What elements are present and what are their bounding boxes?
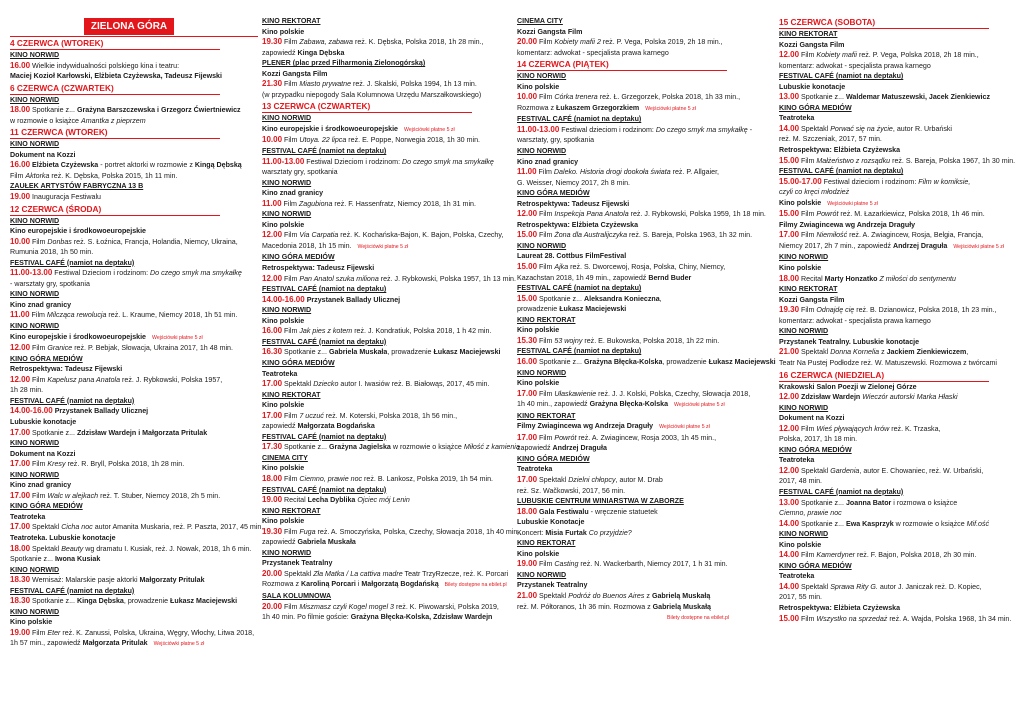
event-line: 17.00 Film Powrót reż. A. Zwiagincew, Rosja 2003, 1h 45 min., [517, 432, 717, 442]
section-name: Teatroteka [517, 465, 553, 474]
venue-name: KINO NORWID [10, 51, 60, 59]
venue-name: CINEMA CITY [517, 17, 563, 25]
event-line: reż. M. Szczeniak, 2017, 57 min. [779, 135, 882, 144]
venue-name: KINO NORWID [779, 530, 829, 539]
day-heading: 6 CZERWCA (CZWARTEK) [10, 82, 220, 95]
venue-name: KINO NORWID [517, 570, 567, 579]
venue-name: FESTIVAL CAFÉ (namiot na deptaku) [262, 285, 387, 294]
event-line: 13.00 Spotkanie z... Joanna Bator i rozmowa o książce [779, 497, 958, 507]
program-column-3 [517, 16, 776, 722]
event-line: 2017, 48 min. [779, 477, 822, 486]
section-name: Filmy Zwiagincewa wg Andrzeja Draguły [779, 220, 916, 229]
section-name: Kozzi Gangsta Film [517, 27, 583, 36]
section-name: Kino europejskie i środkowoeuropejskie [10, 227, 147, 236]
event-line: 19.30 Film Fuga reż. A. Smoczyńska, Polska, Czechy, Słowacja 2018, 1h 40 min., [262, 526, 522, 536]
venue-name: KINO NORWID [517, 241, 567, 250]
section-name: Kino polskie [262, 220, 305, 229]
event-line: 19.00 Film Casting reż. N. Wackerbarth, Niemcy 2017, 1 h 31 min. [517, 559, 728, 569]
day-heading: 16 CZERWCA (NIEDZIELA) [779, 369, 989, 382]
venue-name: FESTIVAL CAFÉ (namiot na deptaku) [10, 258, 135, 267]
event-line: 20.00 Spektakl Zła Matka / La cattiva madre Teatr TrzyRzecze, reż. K. Porcari [262, 568, 509, 578]
section-name: Kino znad granicy [517, 157, 579, 166]
spacer [10, 16, 258, 37]
section-name: Przystanek Teatralny. Lubuskie konotacje [779, 337, 920, 346]
event-line: 18.00 Film Ciemno, prawie noc reż. B. Lankosz, Polska 2019, 1h 54 min. [262, 473, 493, 483]
event-line: zapowiedź Andrzej Draguła [517, 444, 607, 453]
section-name: Kino polskie [517, 326, 560, 335]
day-row [10, 126, 258, 139]
section-name: Kino polskie [779, 540, 822, 549]
day-heading: 4 CZERWCA (WTOREK) [10, 37, 220, 50]
event-line: 11.00-13.00 Festiwal dzieciom i rodzinom: Do czego smyk ma smykałkę - [517, 124, 753, 134]
event-line: warsztaty gry, spotkania [262, 168, 338, 177]
venue-name: KINO NORWID [10, 216, 60, 225]
event-line: Polska, 2017, 1h 18 min. [779, 435, 858, 444]
event-line: Rumunia 2018, 1h 50 min. [10, 248, 94, 257]
event-line: 11.00 Film Zagubiona reż. F. Hassenfratz, Niemcy 2018, 1h 31 min. [262, 198, 476, 208]
venue-name: KINO GÓRA MEDIÓW [517, 454, 590, 463]
section-name: Teatroteka [779, 456, 815, 465]
event-line: 18.00 Recital Marty Honzatko Z miłości do sentymentu [779, 273, 956, 283]
event-line: 11.00-13.00 Festiwal Dzieciom i rodzinom: Do czego smyk ma smykałkę [10, 268, 242, 278]
event-line: Bilety dostępne na ebilet.pl [667, 615, 730, 622]
event-line: 15.00 Film Ajka reż. S. Dworcewoj, Rosja, Polska, Chiny, Niemcy, [517, 262, 726, 272]
venue-name: KINO GÓRA MEDIÓW [10, 354, 83, 363]
day-heading: 15 CZERWCA (SOBOTA) [779, 16, 989, 29]
event-line: Macedonia 2018, 1h 15 min. Wejściówki płatne 5 zł [262, 241, 409, 250]
event-line: Kino polskie Wejściówki płatne 5 zł [779, 198, 878, 207]
venue-name: FESTIVAL CAFÉ (namiot na deptaku) [517, 115, 642, 124]
venue-name: FESTIVAL CAFÉ (namiot na deptaku) [262, 147, 387, 156]
section-name: Kino polskie [517, 379, 560, 388]
event-line: (w przypadku niepogody Sala Kolumnowa Urzędu Marszałkowskiego) [262, 90, 482, 99]
event-line: 17.00 Spektakl Cicha noc autor Amanita Muskaria, reż. P. Paszta, 2017, 45 min. [10, 522, 264, 532]
venue-name: FESTIVAL CAFÉ (namiot na deptaku) [10, 586, 135, 595]
event-line: 14.00 Spektakl Porwać się na życie, autor R. Urbański [779, 123, 953, 133]
venue-name: KINO REKTORAT [779, 30, 838, 38]
venue-name: KINO REKTORAT [262, 506, 321, 515]
event-line: 18.00 Gala Festiwalu - wręczenie statuetek [517, 506, 658, 516]
venue-name: ZAUŁEK ARTYSTÓW FABRYCZNA 13 B [10, 182, 144, 191]
venue-name: KINO NORWID [262, 306, 312, 315]
venue-name: FESTIVAL CAFÉ (namiot na deptaku) [262, 337, 387, 346]
section-name: Retrospektywa: Elżbieta Czyżewska [779, 603, 901, 612]
section-name: Retrospektywa: Tadeusz Fijewski [10, 365, 123, 374]
section-name: Dokument na Kozzi [10, 449, 76, 458]
section-name: Przystanek Teatralny [262, 559, 333, 568]
day-heading: 13 CZERWCA (CZWARTEK) [262, 100, 472, 113]
section-name: Teatroteka [779, 572, 815, 581]
day-row [779, 16, 1027, 29]
venue-name: KINO NORWID [517, 72, 567, 81]
event-line: 17.00 Film Niemiłość reż. A. Zwiagincew, Rosja, Belgia, Francja, [779, 230, 984, 240]
section-name: Kino polskie [779, 264, 822, 273]
day-row [10, 203, 258, 216]
venue-name: KINO NORWID [10, 140, 60, 149]
venue-name: KINO REKTORAT [779, 285, 838, 294]
event-line: zapowiedź Kinga Dębska [262, 48, 345, 57]
event-line: 11.00 Film Daleko. Historia drogi dookoła świata reż. P. Allgaier, [517, 167, 720, 177]
venue-name: KINO GÓRA MEDIÓW [10, 502, 83, 511]
venue-name: KINO NORWID [262, 548, 312, 557]
event-line: Ciemno, prawie noc [779, 509, 842, 518]
section-name: Retrospektywa: Elżbieta Czyżewska [779, 146, 901, 155]
venue-name: KINO NORWID [10, 290, 60, 299]
venue-name: KINO GÓRA MEDIÓW [517, 189, 590, 198]
venue-name: PLENER (plac przed Filharmonią Zielonogórską) [262, 59, 426, 68]
event-line: 1h 40 min., zapowiedź Grażyna Błęcka-Kolska Wejściówki płatne 5 zł [517, 400, 725, 409]
event-line: Film Aktorka reż. K. Dębska, Polska 2015, 1h 11 min. [10, 171, 178, 180]
day-heading: 12 CZERWCA (ŚRODA) [10, 203, 220, 216]
city-banner: ZIELONA GÓRA [84, 18, 174, 35]
event-line: 17.00 Film 7 uczuć reż. M. Koterski, Polska 2018, 1h 56 min., [262, 410, 458, 420]
event-line: komentarz: adwokat - specjalista prawa karnego [517, 48, 669, 57]
event-line: 11.00-13.00 Festiwal Dzieciom i rodzinom: Do czego smyk ma smykałkę [262, 156, 494, 166]
venue-name: KINO NORWID [10, 607, 60, 616]
venue-name: KINO NORWID [262, 178, 312, 187]
event-line: 12.00 Film Wieś pływających krów reż. K. Trzaska, [779, 423, 941, 433]
event-line: Kino europejskie i środkowoeuropejskie Wejściówki płatne 5 zł [262, 124, 455, 133]
event-line: 10.00 Film Donbas reż. S. Łoźnica, Francja, Holandia, Niemcy, Ukraina, [10, 236, 238, 246]
venue-name: FESTIVAL CAFÉ (namiot na deptaku) [10, 396, 135, 405]
section-name: Kozzi Gangsta Film [779, 40, 845, 49]
event-line: 15.00 Spotkanie z... Aleksandra Konieczna, [517, 293, 662, 303]
section-name: Lubuskie konotacje [10, 417, 77, 426]
venue-name: KINO NORWID [779, 403, 829, 412]
event-line: 15.00 Film Małżeństwo z rozsądku reż. S. Bareja, Polska 1967, 1h 30 min. [779, 155, 1016, 165]
event-line: warsztaty, gry, spotkania [517, 136, 595, 145]
venue-name: KINO GÓRA MEDIÓW [779, 561, 852, 570]
event-line: 12.00 Spektakl Gardenia, autor E. Chowaniec, reż. W. Urbański, [779, 465, 984, 475]
program-column-1 [10, 16, 264, 722]
event-line: 21.00 Spektakl Podróż do Buenos Aires z Gabrielą Muskałą [517, 590, 711, 600]
day-row [10, 82, 258, 95]
venue-name: KINO REKTORAT [517, 539, 576, 548]
event-line: Filmy Zwiagincewa wg Andrzeja Draguły Wejściówki płatne 5 zł [517, 422, 710, 431]
venue-name: FESTIVAL CAFÉ (namiot na deptaku) [262, 432, 387, 441]
venue-name: FESTIVAL CAFÉ (namiot na deptaku) [262, 485, 387, 494]
day-row [517, 58, 765, 71]
event-line: Koncert: Misia Furtak Co przyjdzie? [517, 528, 632, 537]
event-line: 1h 28 min. [10, 386, 44, 395]
program-column-4 [779, 16, 1027, 722]
venue-name: FESTIVAL CAFÉ (namiot na deptaku) [779, 167, 904, 176]
section-name: Kino polskie [517, 549, 560, 558]
event-line: 12.00 Film Pan Anatol szuka miliona reż. J. Rybkowski, Polska 1957, 1h 13 min. [262, 273, 516, 283]
venue-name: LUBUSKIE CENTRUM WINIARSTWA W ZABORZE [517, 497, 684, 506]
event-line: 12.00 Film Kobiety mafii reż. P. Vega, Polska 2018, 2h 18 min., [779, 50, 979, 60]
event-line: 15.00 Film Wszystko na sprzedaż reż. A. Wajda, Polska 1968, 1h 34 min. [779, 613, 1012, 623]
event-line: 10.00 Film Córka trenera reż. Ł. Grzegorzek, Polska 2018, 1h 33 min., [517, 92, 741, 102]
event-line: komentarz: adwokat - specjalista prawa karnego [779, 61, 931, 70]
section-name: Teatroteka [779, 114, 815, 123]
event-line: 13.00 Spotkanie z... Waldemar Matuszewski, Jacek Zienkiewicz [779, 92, 991, 102]
venue-name: KINO NORWID [779, 253, 829, 262]
event-line: 14.00 Film Kamerdyner reż. F. Bajon, Polska 2018, 2h 30 min. [779, 550, 977, 560]
venue-name: KINO NORWID [10, 95, 60, 104]
event-line: 16.00 Film Jak pies z kotem reż. J. Kondratiuk, Polska 2018, 1 h 42 min. [262, 326, 492, 336]
section-name: Teatroteka. Lubuskie konotacje [10, 533, 116, 542]
venue-name: KINO NORWID [517, 368, 567, 377]
event-line: 17.00 Spektakl Dziecko autor I. Iwasiów reż. B. Białowąs, 2017, 45 min. [262, 379, 490, 389]
section-name: Kozzi Gangsta Film [262, 69, 328, 78]
event-line: 15.30 Film 53 wojny reż. E. Bukowska, Polska 2018, 1h 22 min. [517, 335, 720, 345]
event-line: 19.30 Film Odnajdę cię reż. B. Dzianowicz, Polska 2018, 1h 23 min., [779, 305, 997, 315]
event-line: Rozmowa z Łukaszem Grzegorzkiem Wejściówki płatne 5 zł [517, 103, 696, 112]
event-line: Teatr Na Pustej Podłodze reż. W. Matuszewski. Rozmowa z twórcami [779, 358, 998, 367]
venue-name: FESTIVAL CAFÉ (namiot na deptaku) [779, 487, 904, 496]
venue-name: KINO REKTORAT [262, 390, 321, 399]
event-line: 15.00 Film Powrót reż. M. Łazarkiewicz, Polska 2018, 1h 46 min. [779, 209, 985, 219]
event-line: 11.00 Film Milcząca rewolucja reż. L. Kraume, Niemcy 2018, 1h 51 min. [10, 310, 238, 320]
section-name: Lubuskie Konotacje [517, 518, 585, 527]
section-name: Retrospektywa: Tadeusz Fijewski [262, 264, 375, 273]
venue-name: KINO NORWID [262, 114, 312, 123]
day-row [10, 37, 258, 50]
event-line: 18.30 Wernisaż: Malarskie pasje aktorki Małgorzaty Pritulak [10, 575, 205, 585]
day-row [779, 369, 1027, 382]
event-line: 16.00 Wielkie indywidualności polskiego kina i teatru: [10, 60, 180, 70]
section-name: Kino polskie [262, 401, 305, 410]
event-line: Maciej Kozioł Karłowski, Elżbieta Czyżewska, Tadeusz Fijewski [10, 72, 222, 81]
section-name: Kozzi Gangsta Film [779, 295, 845, 304]
event-line: 21.30 Film Miasto prywatne reż. J. Skalski, Polska 1994, 1h 13 min. [262, 79, 477, 89]
venue-name: KINO GÓRA MEDIÓW [779, 103, 852, 112]
section-name: Kino polskie [517, 82, 560, 91]
event-line: 16.00 Elżbieta Czyżewska - portret aktorki w rozmowie z Kingą Dębską [10, 160, 242, 170]
event-line: 17.30 Spotkanie z... Grażyna Jagielska w rozmowie o książce Miłość z kamienia [262, 442, 520, 452]
section-name: Kino znad granicy [10, 481, 72, 490]
venue-name: FESTIVAL CAFÉ (namiot na deptaku) [517, 347, 642, 356]
day-heading: 11 CZERWCA (WTOREK) [10, 126, 220, 139]
event-line: 15.00-17.00 Festiwal dzieciom i rodzinom: Film w komiksie, [779, 176, 971, 186]
section-name: Laureat 28. Cottbus FilmFestival [517, 252, 627, 261]
event-line: 14.00 Spotkanie z... Ewa Kasprzyk w rozmowie o książce Mif.ość [779, 518, 990, 528]
event-line: 17.00 Film Ułaskawienie reż. J. J. Kolski, Polska, Czechy, Słowacja 2018, [517, 388, 751, 398]
venue-name: KINO NORWID [10, 439, 60, 448]
section-name: Retrospektywa: Elżbieta Czyżewska [517, 220, 639, 229]
program-column-2 [262, 16, 522, 722]
section-name: Teatroteka [262, 369, 298, 378]
event-line: 15.00 Film Żona dla Australijczyka reż. S. Bareja, Polska 1963, 1h 32 min. [517, 230, 753, 240]
section-name: Krakowski Salon Poezji w Zielonej Górze [779, 382, 917, 391]
event-line: 19.00 Recital Lecha Dyblika Ojciec mój Lenin [262, 495, 410, 505]
event-line: 1h 57 min., zapowiedź Małgorzata Pritulak Wejściówki płatne 5 zł [10, 639, 205, 648]
section-name: Retrospektywa: Tadeusz Fijewski [517, 199, 630, 208]
venue-name: KINO NORWID [262, 210, 312, 219]
event-line: 14.00 Spektakl Sprawa Rity G. autor J. Janiczak reż. D. Kopiec, [779, 581, 982, 591]
venue-name: FESTIVAL CAFÉ (namiot na deptaku) [779, 72, 904, 81]
event-line: 20.00 Film Miszmasz czyli Kogel mogel 3 reż. K. Piwowarski, Polska 2019, [262, 601, 499, 611]
event-line: w rozmowie o książce Amantka z pieprzem [10, 116, 146, 125]
venue-name: KINO NORWID [10, 470, 60, 479]
event-line: Kazachstan 2018, 1h 49 min., zapowiedź Bernd Buder [517, 273, 692, 282]
event-line: Niemcy 2017, 2h 7 min., zapowiedź Andrzej Draguła Wejściówki płatne 5 zł [779, 241, 1005, 250]
event-line: czyli co kręci młodzież [779, 188, 850, 197]
event-line: 12.00 Film Via Carpatia reż. K. Kochańska-Bajon, K. Bajon, Polska, Czechy, [262, 230, 504, 240]
event-line: 12.00 Zdzisław Wardejn Wieczór autorski Marka Hłaski [779, 392, 958, 402]
event-line: 16.30 Spotkanie z... Gabriela Muskała, prowadzenie Łukasz Maciejewski [262, 347, 501, 357]
event-line: 12.00 Film Granice reż. P. Bebjak, Słowacja, Ukraina 2017, 1h 48 min. [10, 343, 233, 353]
day-heading: 14 CZERWCA (PIĄTEK) [517, 58, 727, 71]
event-line: Rozmowa z Karoliną Porcari i Małgorzatą Bogdańską Bilety dostępne na ebilet.pl [262, 580, 507, 589]
event-line: 14.00-16.00 Przystanek Ballady Ulicznej [262, 294, 401, 304]
event-line: 12.00 Film Inspekcja Pana Anatola reż. J. Rybkowski, Polska 1959, 1h 18 min. [517, 209, 766, 219]
section-name: Kino polskie [262, 517, 305, 526]
venue-name: KINO NORWID [517, 147, 567, 156]
venue-name: KINO REKTORAT [517, 315, 576, 324]
event-line: 17.00 Film Kresy reż. R. Bryll, Polska 2018, 1h 28 min. [10, 459, 185, 469]
event-line: 18.30 Spotkanie z... Kinga Dębska, prowadzenie Łukasz Maciejewski [10, 596, 238, 606]
section-name: Teatroteka [10, 512, 46, 521]
venue-name: KINO GÓRA MEDIÓW [779, 445, 852, 454]
event-line: G. Weisser, Niemcy 2017, 2h 8 min. [517, 178, 631, 187]
section-name: Kino polskie [10, 618, 53, 627]
section-name: Kino polskie [262, 27, 305, 36]
venue-name: KINO GÓRA MEDIÓW [262, 253, 335, 262]
event-line: 17.00 Spektakl Dzielni chłopcy, autor M. Drab [517, 474, 663, 484]
event-line: 17.00 Film Walc w alejkach reż. T. Stuber, Niemcy 2018, 2h 5 min. [10, 490, 221, 500]
section-name: Kino polskie [262, 316, 305, 325]
venue-name: KINO GÓRA MEDIÓW [262, 358, 335, 367]
venue-name: KINO NORWID [10, 565, 60, 574]
event-line: 16.00 Spotkanie z... Grażyna Błęcka-Kolska, prowadzenie Łukasz Maciejewski [517, 356, 776, 366]
section-name: Dokument na Kozzi [779, 414, 845, 423]
event-line: 21.00 Spektakl Donna Kornelia z Jackiem Zienkiewiczem, [779, 347, 969, 357]
event-line: 10.00 Film Utoya. 22 lipca reż. E. Poppe, Norwegia 2018, 1h 30 min. [262, 135, 480, 145]
venue-name: KINO NORWID [779, 327, 829, 336]
event-line: reż. Sz. Wačkowski, 2017, 56 min. [517, 486, 626, 495]
event-line: 17.00 Spotkanie z... Zdzisław Wardejn i Małgorzata Pritulak [10, 427, 208, 437]
event-line: reż. M. Półtoranos, 1h 36 min. Rozmowa z Gabrielą Muskałą [517, 602, 711, 611]
venue-name: FESTIVAL CAFÉ (namiot na deptaku) [517, 284, 642, 293]
event-line: 1h 40 min. Po filmie goście: Grażyna Błęcka-Kolska, Zdzisław Wardejn [262, 613, 493, 622]
venue-name: CINEMA CITY [262, 453, 308, 462]
event-line: prowadzenie Łukasz Maciejewski [517, 305, 627, 314]
event-line: komentarz: adwokat - specjalista prawa karnego [779, 316, 931, 325]
section-name: Kino znad granicy [10, 300, 72, 309]
venue-name: KINO REKTORAT [517, 411, 576, 420]
venue-name: KINO NORWID [10, 322, 60, 331]
event-line: 19.00 Inauguracja Festiwalu [10, 192, 102, 202]
venue-name: KINO REKTORAT [262, 17, 321, 25]
event-line: 18.00 Spektakl Beauty wg dramatu I. Kusiak, reż. J. Nowak, 2018, 1h 6 min. [10, 543, 252, 553]
section-name: Lubuskie konotacje [779, 82, 846, 91]
event-line: 14.00-16.00 Przystanek Ballady Ulicznej [10, 406, 149, 416]
day-row [262, 100, 510, 113]
event-line: zapowiedź Gabriela Muskała [262, 538, 356, 547]
event-line: 12.00 Film Kapelusz pana Anatola reż. J. Rybkowski, Polska 1957, [10, 374, 223, 384]
venue-name: SALA KOLUMNOWA [262, 591, 332, 600]
section-name: Dokument na Kozzi [10, 150, 76, 159]
event-line: Spotkanie z... Iwona Kusiak [10, 555, 101, 564]
event-line: 2017, 55 min. [779, 593, 822, 602]
event-line: 20.00 Film Kobiety mafii 2 reż. P. Vega, Polska 2019, 2h 18 min., [517, 37, 723, 47]
event-line: 18.00 Spotkanie z... Grażyna Barszczewska i Grzegorz Ćwiertniewicz [10, 105, 241, 115]
section-name: Przystanek Teatralny [517, 581, 588, 590]
section-name: Kino znad granicy [262, 189, 324, 198]
event-line: zapowiedź Małgorzata Bogdańska [262, 422, 375, 431]
event-line: Kino europejskie i środkowoeuropejskie Wejściówki płatne 5 zł [10, 332, 203, 341]
event-line: 19.30 Film Zabawa, zabawa reż. K. Dębska, Polska 2018, 1h 28 min., [262, 37, 484, 47]
event-line: - warsztaty gry, spotkania [10, 279, 90, 288]
event-line: 19.00 Film Eter reż. K. Zanussi, Polska, Ukraina, Węgry, Włochy, Litwa 2018, [10, 627, 255, 637]
section-name: Kino polskie [262, 464, 305, 473]
